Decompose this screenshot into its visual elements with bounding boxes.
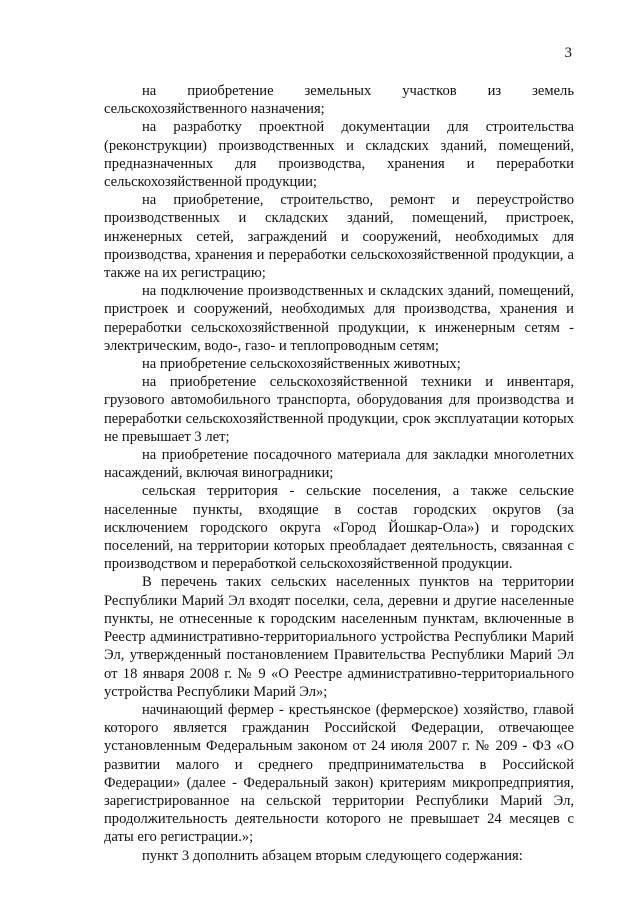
paragraph-equipment-purchase: на приобретение сельскохозяйственной техники и инвентаря, грузового автомобильного транспорта, оборудования для производства и переработки сельскохозяйственной продукции, срок эксплуатации которых не превышает 3 лет; [104,374,574,445]
paragraph-rural-territory-definition: сельская территория - сельские поселения, а также сельские населенные пункты, входящие в состав городских округов (за исключением городского округа «Город Йошкар-Ола») и городских поселений, на территории которых преобладает деятельность, связанная с производством и переработкой сельскохозяйственной продукции. [104,483,574,573]
paragraph-livestock-purchase: на приобретение сельскохозяйственных животных; [142,356,461,373]
paragraph-clause-3-amendment: пункт 3 дополнить абзацем вторым следующего содержания: [142,847,523,864]
document-body [104,82,574,865]
page-number: 3 [564,45,572,61]
paragraph-construction-repair: на приобретение, строительство, ремонт и переустройство производственных и складских зданий, помещений, пристроек, инженерных сетей, заграждений и сооружений, необходимых для производства, хранения и переработки сельскохозяйственной продукции, а также на их регистрацию; [104,192,574,282]
paragraph-rural-settlements-list: В перечень таких сельских населенных пунктов на территории Республики Марий Эл входят поселки, села, деревни и другие населенные пункты, не отнесенные к городским населенным пунктам, включенные в Реестр административно-территориального устройства Республики Марий Эл, утвержденный постановлением Правительства Республики Марий Эл от 18 января 2008 г. № 9 «О Реестре административно-территориального устройства Республики Марий Эл»; [104,574,574,700]
paragraph-utility-connection: на подключение производственных и складских зданий, помещений, пристроек и сооружений, необходимых для производства, хранения и переработки сельскохозяйственной продукции, к инженерным сетям - электрическим, водо-, газо- и теплопроводным сетям; [104,283,574,354]
paragraph-land-purchase: на приобретение земельных участков из земель сельскохозяйственного назначения; [104,83,574,118]
paragraph-beginning-farmer-definition: начинающий фермер - крестьянское (фермерское) хозяйство, главой которого является гражданин Российской Федерации, отвечающее установленным Федеральным законом от 24 июля 2007 г. № 209 - ФЗ «О развитии малого и среднего предпринимательства в Российской Федерации» (далее - Федеральный закон) критериям микропредприятия, зарегистрированное на сельской территории Республики Марий Эл, продолжительность деятельности которого не превышает 24 месяцев с даты его регистрации.»; [104,701,574,846]
paragraph-planting-material: на приобретение посадочного материала для закладки многолетних насаждений, включая виноградники; [104,447,574,482]
paragraph-design-documentation: на разработку проектной документации для строительства (реконструкции) производственных и складских зданий, помещений, предназначенных для производства, хранения и переработки сельскохозяйственной продукции; [104,119,574,191]
